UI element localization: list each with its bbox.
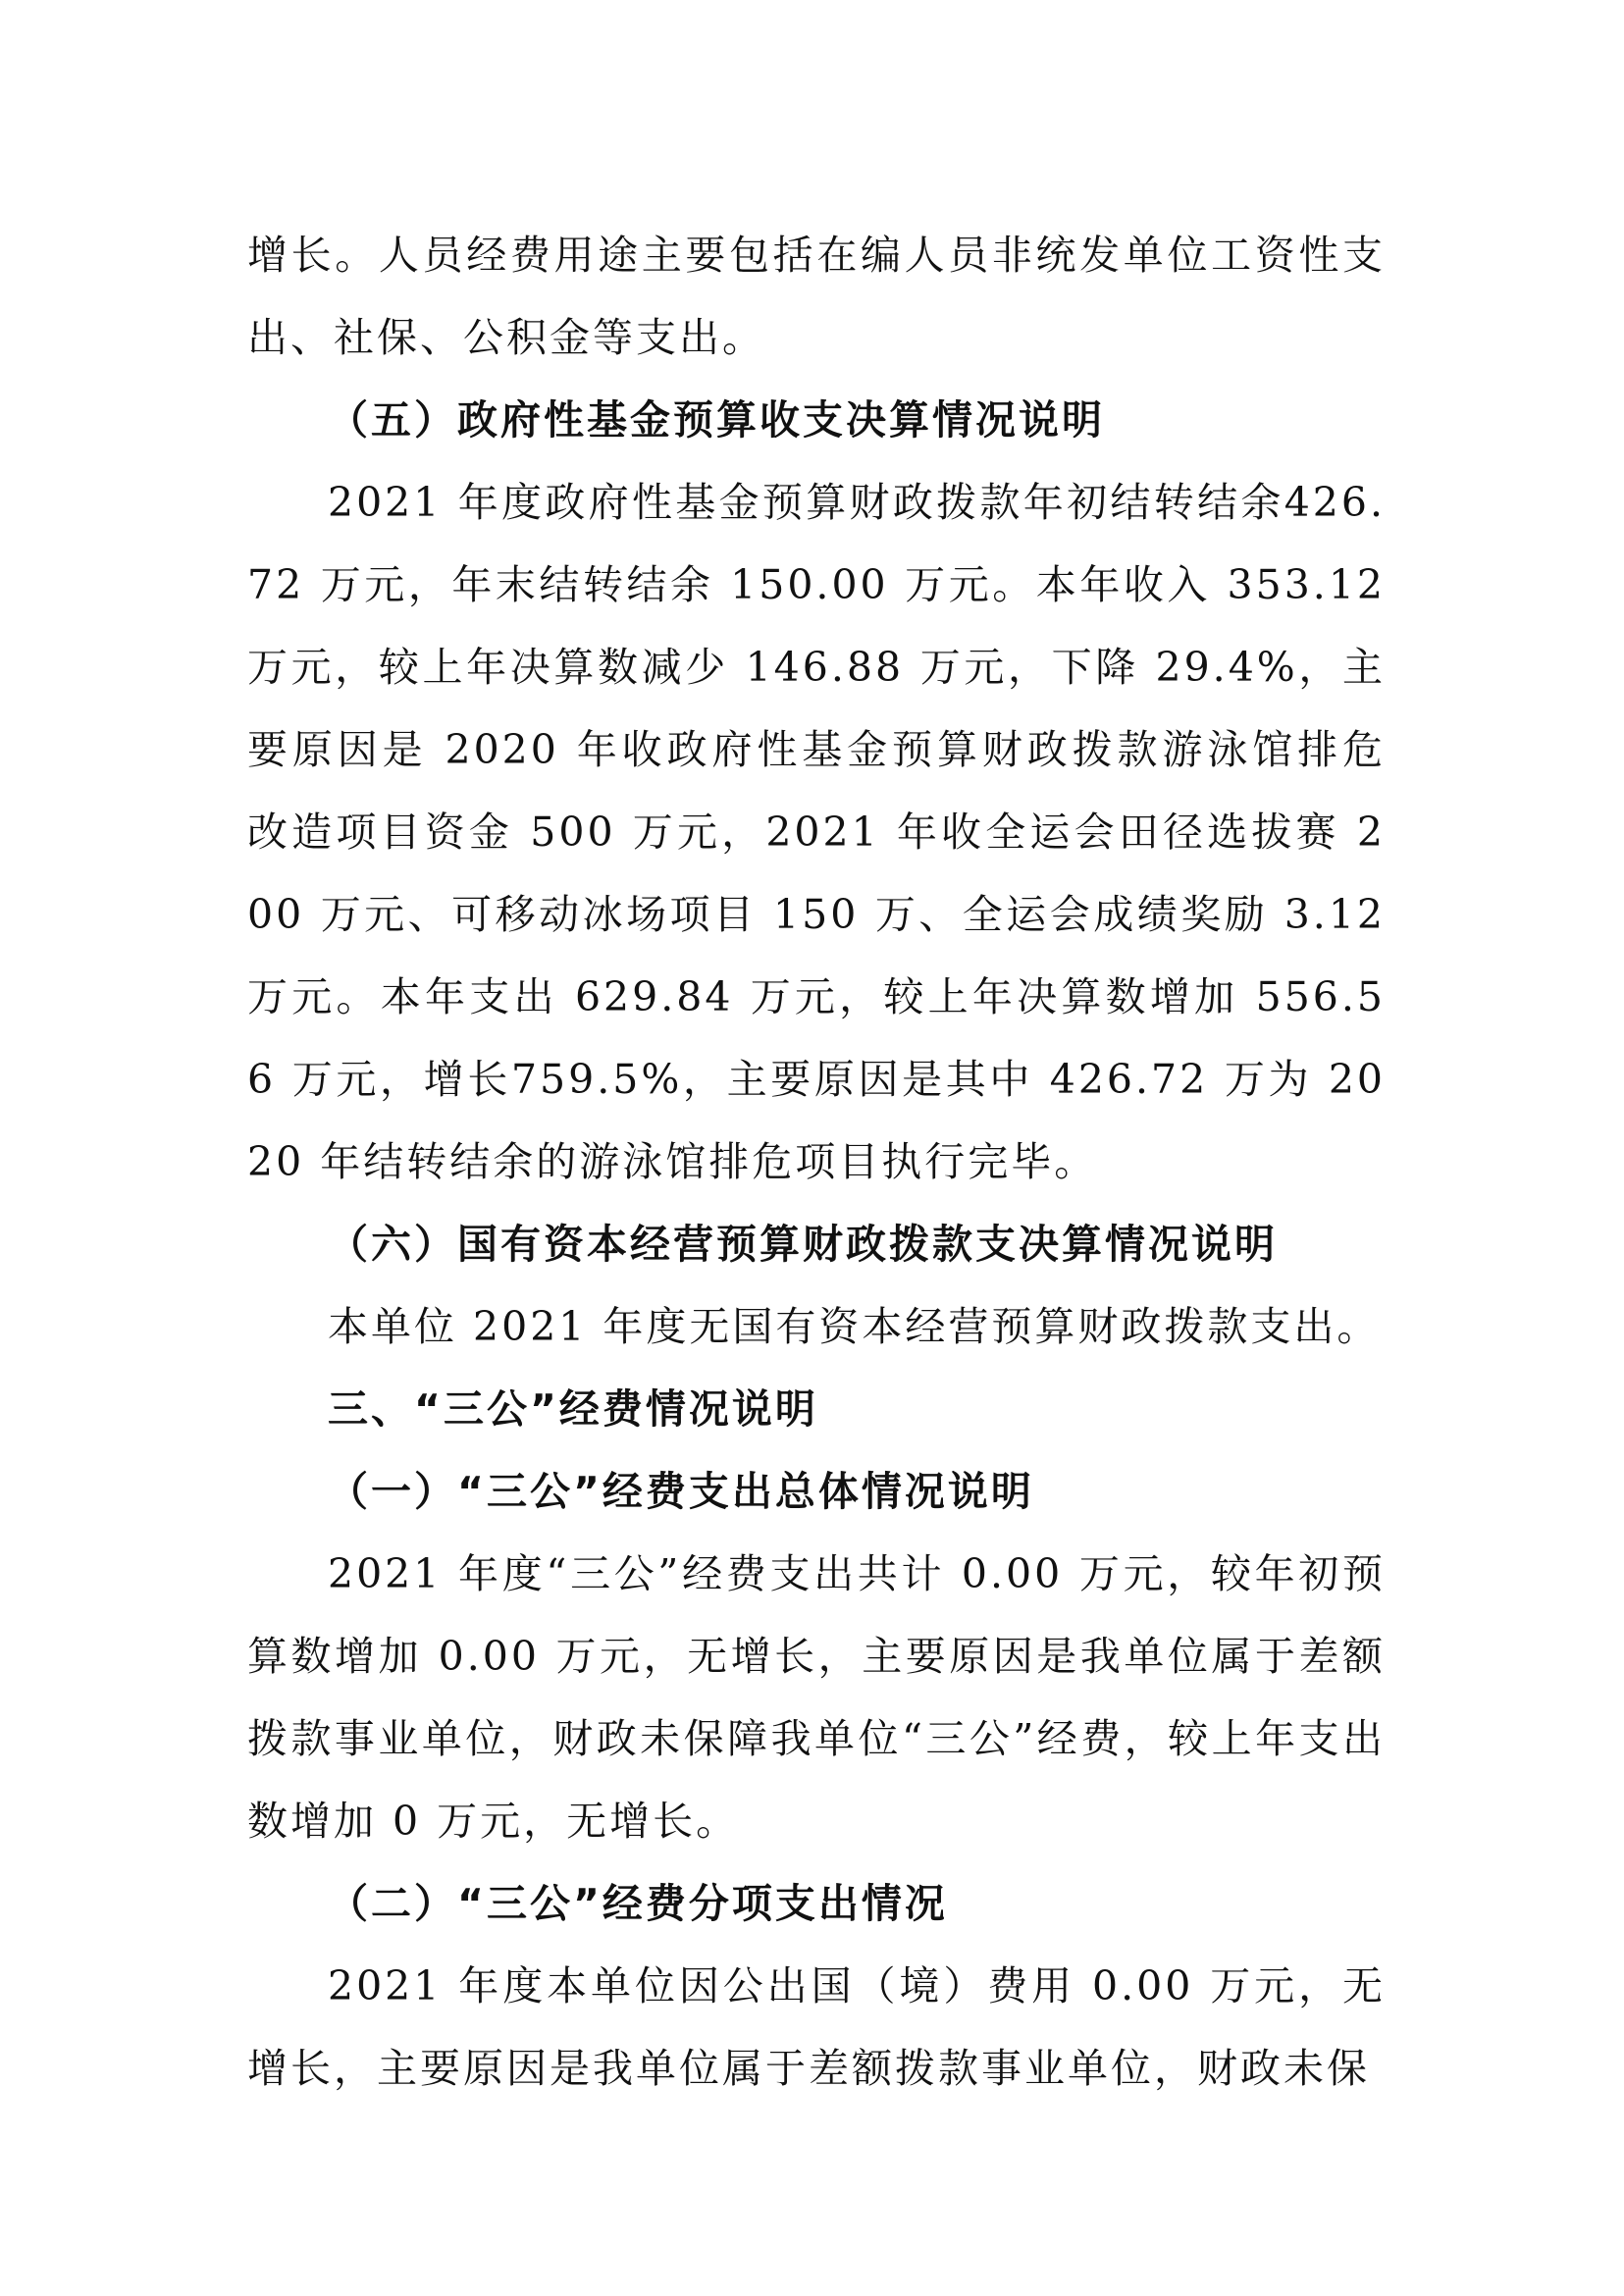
document-body bbox=[247, 214, 1386, 2110]
paragraph-personnel-expenses: 增长。人员经费用途主要包括在编人员非统发单位工资性支出、社保、公积金等支出。 bbox=[247, 232, 1386, 361]
heading-three-public-itemized: （二）“三公”经费分项支出情况 bbox=[328, 1880, 948, 1927]
paragraph-government-fund-budget: 2021 年度政府性基金预算财政拨款年初结转结余426.72 万元，年末结转结余 150.00 万元。本年收入 353.12万元，较上年决算数减少 146.88 万元，下降 29.4%，主要原因是 2020 年收政府性基金预算财政拨款游泳馆排危改造项目资金 500 万元，2021 年收全运会田径选拔赛 200 万元、可移动冰场项目 150 万、全运会成绩奖励 3.12 万元。本年支出 629.84 万元，较上年决算数增加 556.56 万元，增长759.5%，主要原因是其中 426.72 万为 2020 年结转结余的游泳馆排危项目执行完毕。 bbox=[247, 479, 1386, 1185]
paragraph-three-public-overall: 2021 年度“三公”经费支出共计 0.00 万元，较年初预算数增加 0.00 万元，无增长，主要原因是我单位属于差额拨款事业单位，财政未保障我单位“三公”经费，较上年支出数增加 0 万元，无增长。 bbox=[247, 1550, 1386, 1845]
heading-three-public-overall: （一）“三公”经费支出总体情况说明 bbox=[328, 1468, 1034, 1515]
heading-state-capital-budget: （六）国有资本经营预算财政拨款支决算情况说明 bbox=[328, 1221, 1278, 1268]
heading-three-public-expenses: 三、“三公”经费情况说明 bbox=[328, 1385, 818, 1433]
heading-government-fund-budget: （五）政府性基金预算收支决算情况说明 bbox=[328, 396, 1105, 444]
paragraph-state-capital-budget: 本单位 2021 年度无国有资本经营预算财政拨款支出。 bbox=[328, 1303, 1381, 1350]
paragraph-three-public-itemized: 2021 年度本单位因公出国（境）费用 0.00 万元，无增长，主要原因是我单位属于差额拨款事业单位，财政未保 bbox=[247, 1962, 1386, 2092]
